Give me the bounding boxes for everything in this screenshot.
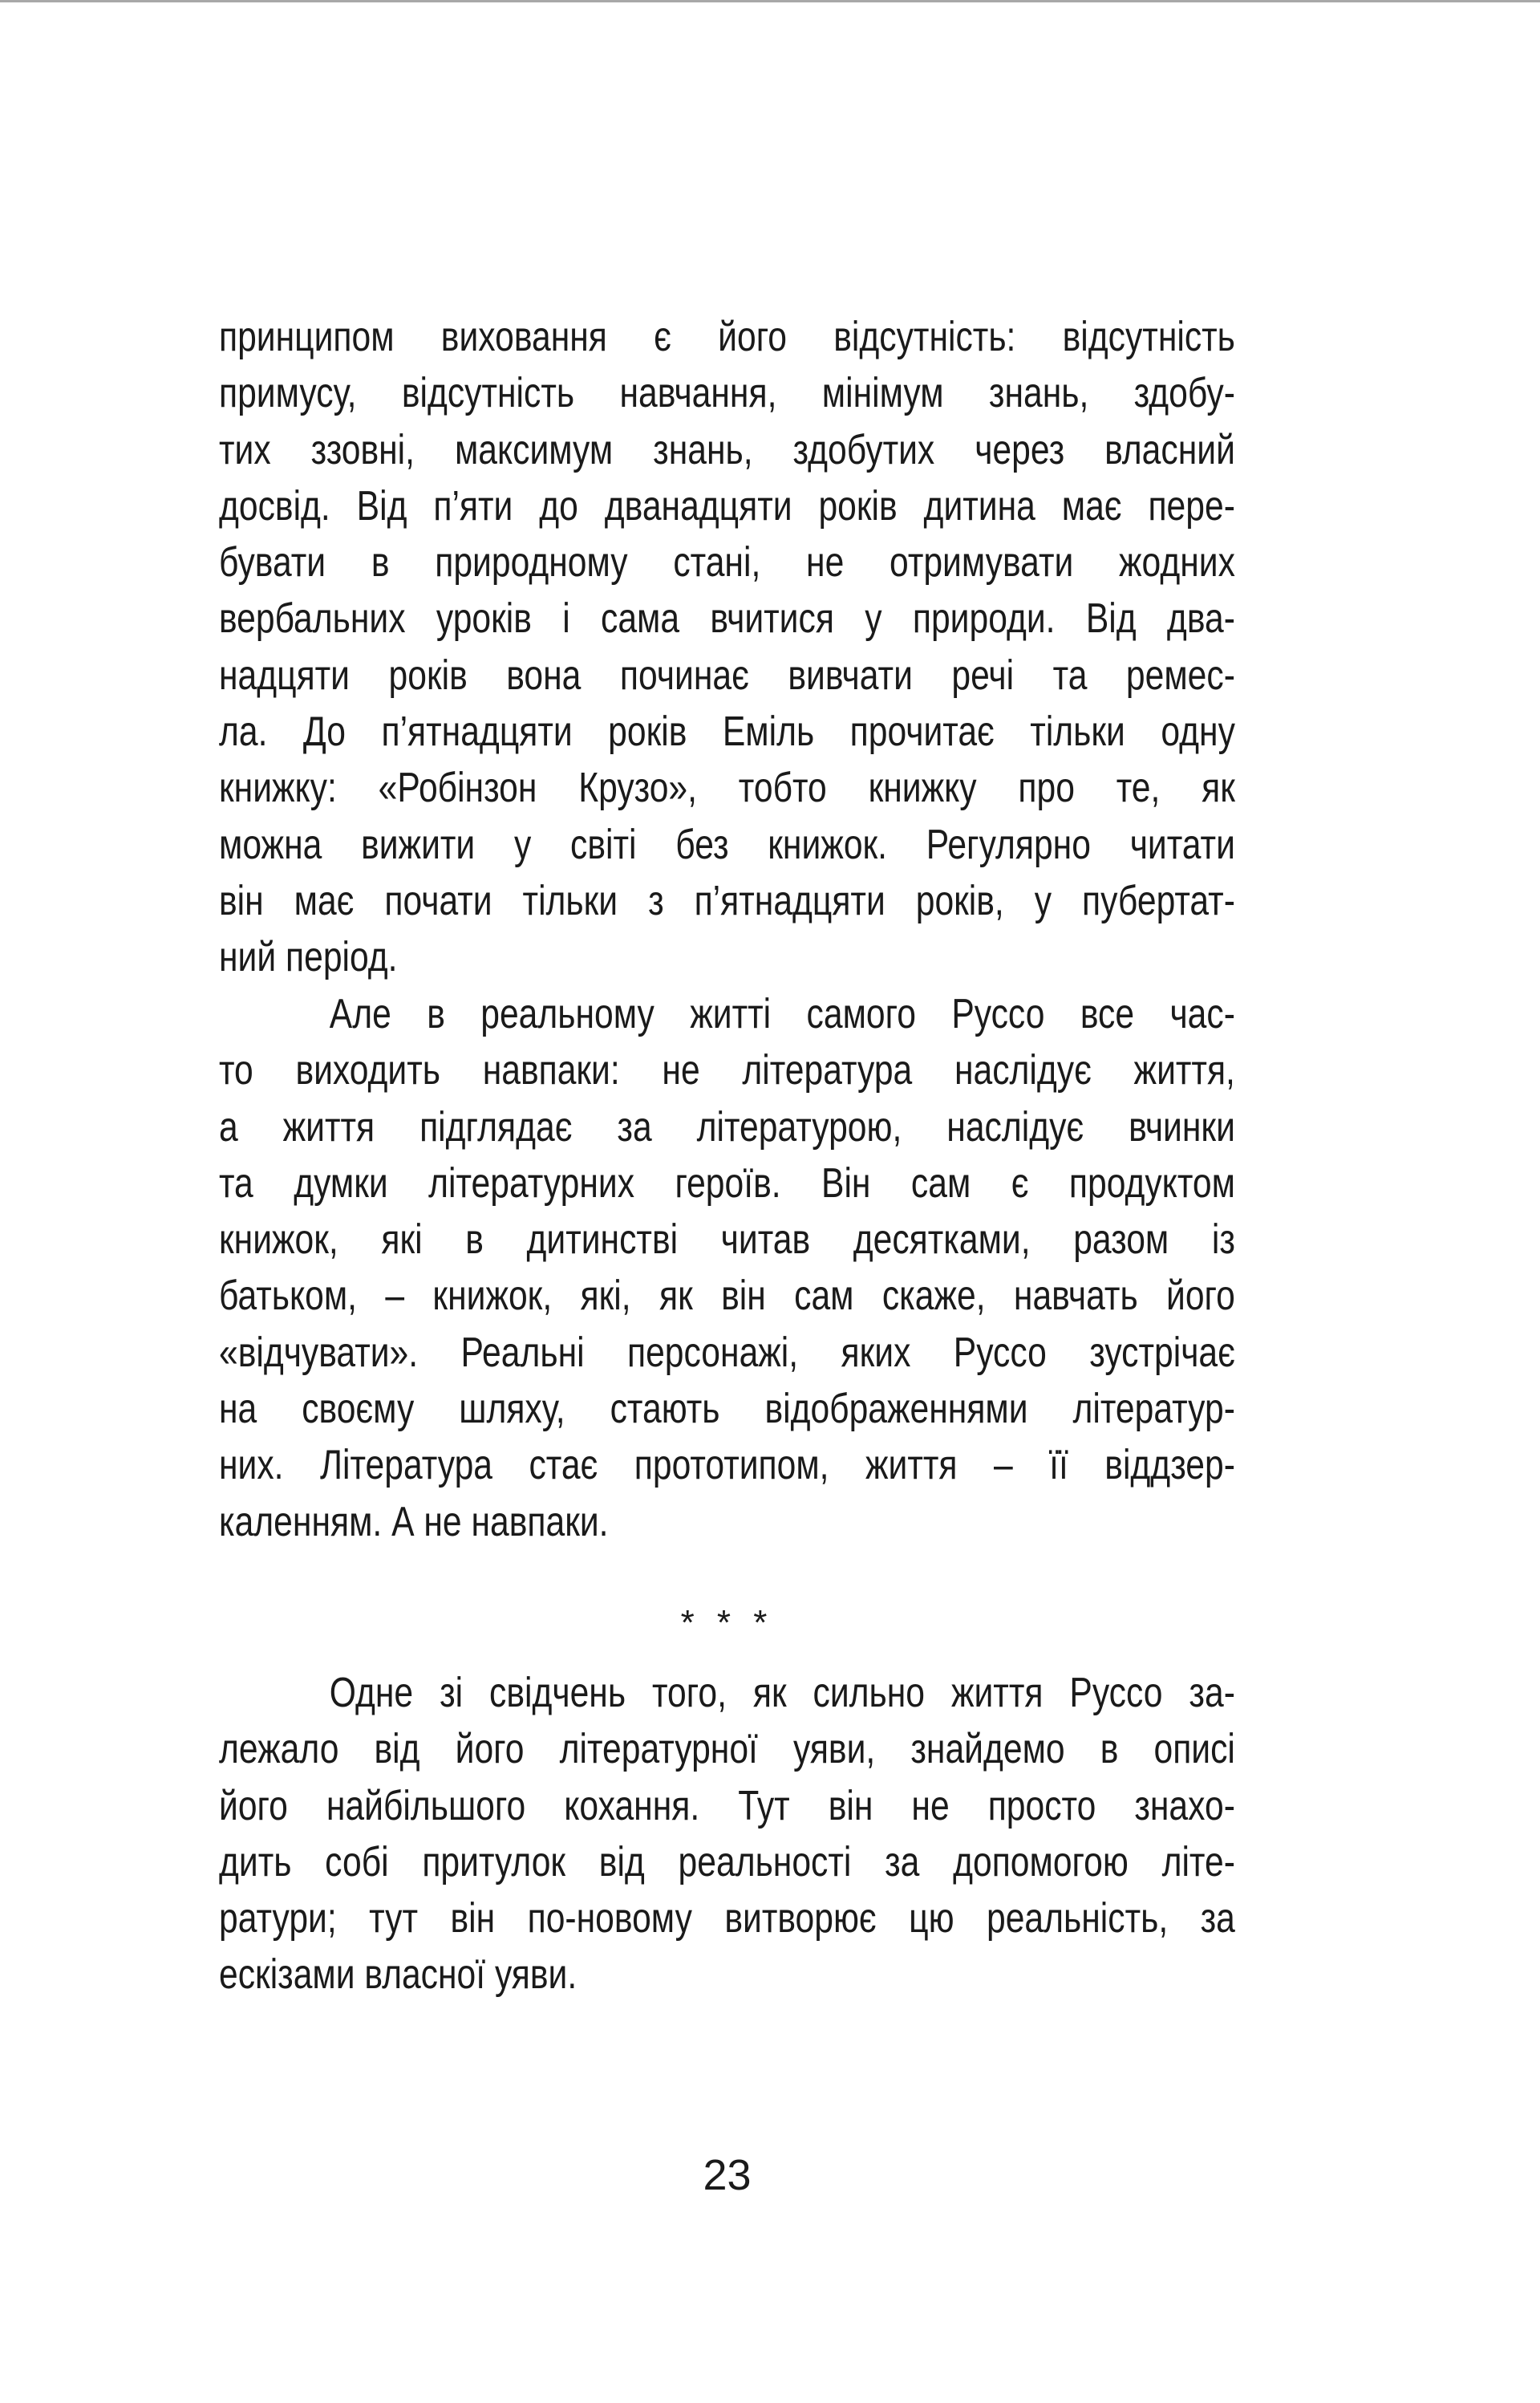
text-line: [219, 1494, 1235, 1550]
text-line-content: Одне зі свідчень того, як сильно життя Руссо за-: [329, 1670, 1235, 1716]
text-line-content: них. Література стає прототипом, життя – її віддзер-: [219, 1442, 1235, 1489]
text-line-content: книжок, які в дитинстві читав десятками, разом із: [219, 1216, 1235, 1264]
text-line: [219, 1665, 1235, 1721]
text-line-content: та думки літературних героїв. Він сам є продуктом: [219, 1159, 1235, 1207]
text-line-content: то виходить навпаки: не література наслідує життя,: [219, 1047, 1235, 1094]
text-line-content: на своєму шляху, стають відображеннями літератур-: [219, 1386, 1235, 1433]
text-line-content: каленням. А не навпаки.: [219, 1498, 609, 1545]
text-line: [219, 422, 1235, 478]
text-line: [219, 986, 1235, 1042]
text-line: [219, 1437, 1235, 1493]
section-separator: * * *: [680, 1603, 774, 1642]
text-line: [219, 1042, 1235, 1098]
text-line: [219, 929, 1235, 985]
text-line: [219, 817, 1235, 873]
text-line-content: бувати в природному стані, не отримувати жодних: [219, 539, 1235, 587]
text-line: [219, 1946, 1235, 2003]
text-line: [219, 591, 1235, 647]
text-line: [219, 478, 1235, 534]
text-line: [219, 1268, 1235, 1324]
page-number: 23: [703, 2151, 752, 2199]
text-line-content: Але в реальному житті самого Руссо все час-: [329, 991, 1235, 1037]
text-line: [219, 704, 1235, 760]
text-line: [219, 1381, 1235, 1437]
text-line-content: ескізами власної уяви.: [219, 1951, 578, 1999]
text-line-content: вербальних уроків і сама вчитися у природи. Від два-: [219, 595, 1235, 643]
page-top-border: [0, 0, 1540, 2]
text-line-content: він має почати тільки з п’ятнадцяти років, у пубертат-: [219, 877, 1235, 924]
text-line: [219, 534, 1235, 591]
paragraph-1: [219, 309, 1235, 986]
text-line: [219, 1325, 1235, 1381]
text-line: [219, 1155, 1235, 1212]
text-line: [219, 873, 1235, 929]
text-line-content: тих ззовні, максимум знань, здобутих через власний: [219, 426, 1235, 473]
text-line-content: ратури; тут він по-новому витворює цю реальність, за: [219, 1895, 1235, 1942]
text-line: [219, 760, 1235, 816]
text-line-content: принципом виховання є його відсутність: відсутність: [219, 314, 1235, 360]
text-line: [219, 1099, 1235, 1155]
text-line-content: «відчувати». Реальні персонажі, яких Руссо зустрічає: [219, 1329, 1235, 1376]
text-line-content: примусу, відсутність навчання, мінімум знань, здобу-: [219, 370, 1235, 417]
text-line: [219, 647, 1235, 704]
text-line: [219, 1890, 1235, 1946]
text-line: [219, 1834, 1235, 1890]
text-line-content: батьком, – книжок, які, як він сам скаже, навчать його: [219, 1273, 1235, 1320]
text-line: [219, 309, 1235, 365]
text-line-content: ла. До п’ятнадцяти років Еміль прочитає тільки одну: [219, 708, 1235, 756]
text-line-content: ний період.: [219, 934, 398, 981]
text-line-content: книжку: «Робінзон Крузо», тобто книжку про те, як: [219, 765, 1235, 812]
paragraph-3: [219, 1665, 1235, 2003]
text-line-content: його найбільшого кохання. Тут він не просто знахо-: [219, 1782, 1235, 1829]
text-line: [219, 1212, 1235, 1268]
text-line-content: дить собі притулок від реальності за допомогою літе-: [219, 1838, 1235, 1885]
text-line: [219, 365, 1235, 421]
text-line-content: досвід. Від п’яти до дванадцяти років дитина має пере-: [219, 482, 1235, 530]
text-line-content: а життя підглядає за літературою, наслідує вчинки: [219, 1103, 1235, 1151]
paragraph-2: [219, 986, 1235, 1550]
text-line-content: можна вижити у світі без книжок. Регулярно читати: [219, 821, 1235, 868]
text-line-content: лежало від його літературної уяви, знайдемо в описі: [219, 1726, 1235, 1773]
text-line: [219, 1778, 1235, 1834]
text-line-content: надцяти років вона починає вивчати речі та ремес-: [219, 651, 1235, 699]
text-line: [219, 1721, 1235, 1777]
